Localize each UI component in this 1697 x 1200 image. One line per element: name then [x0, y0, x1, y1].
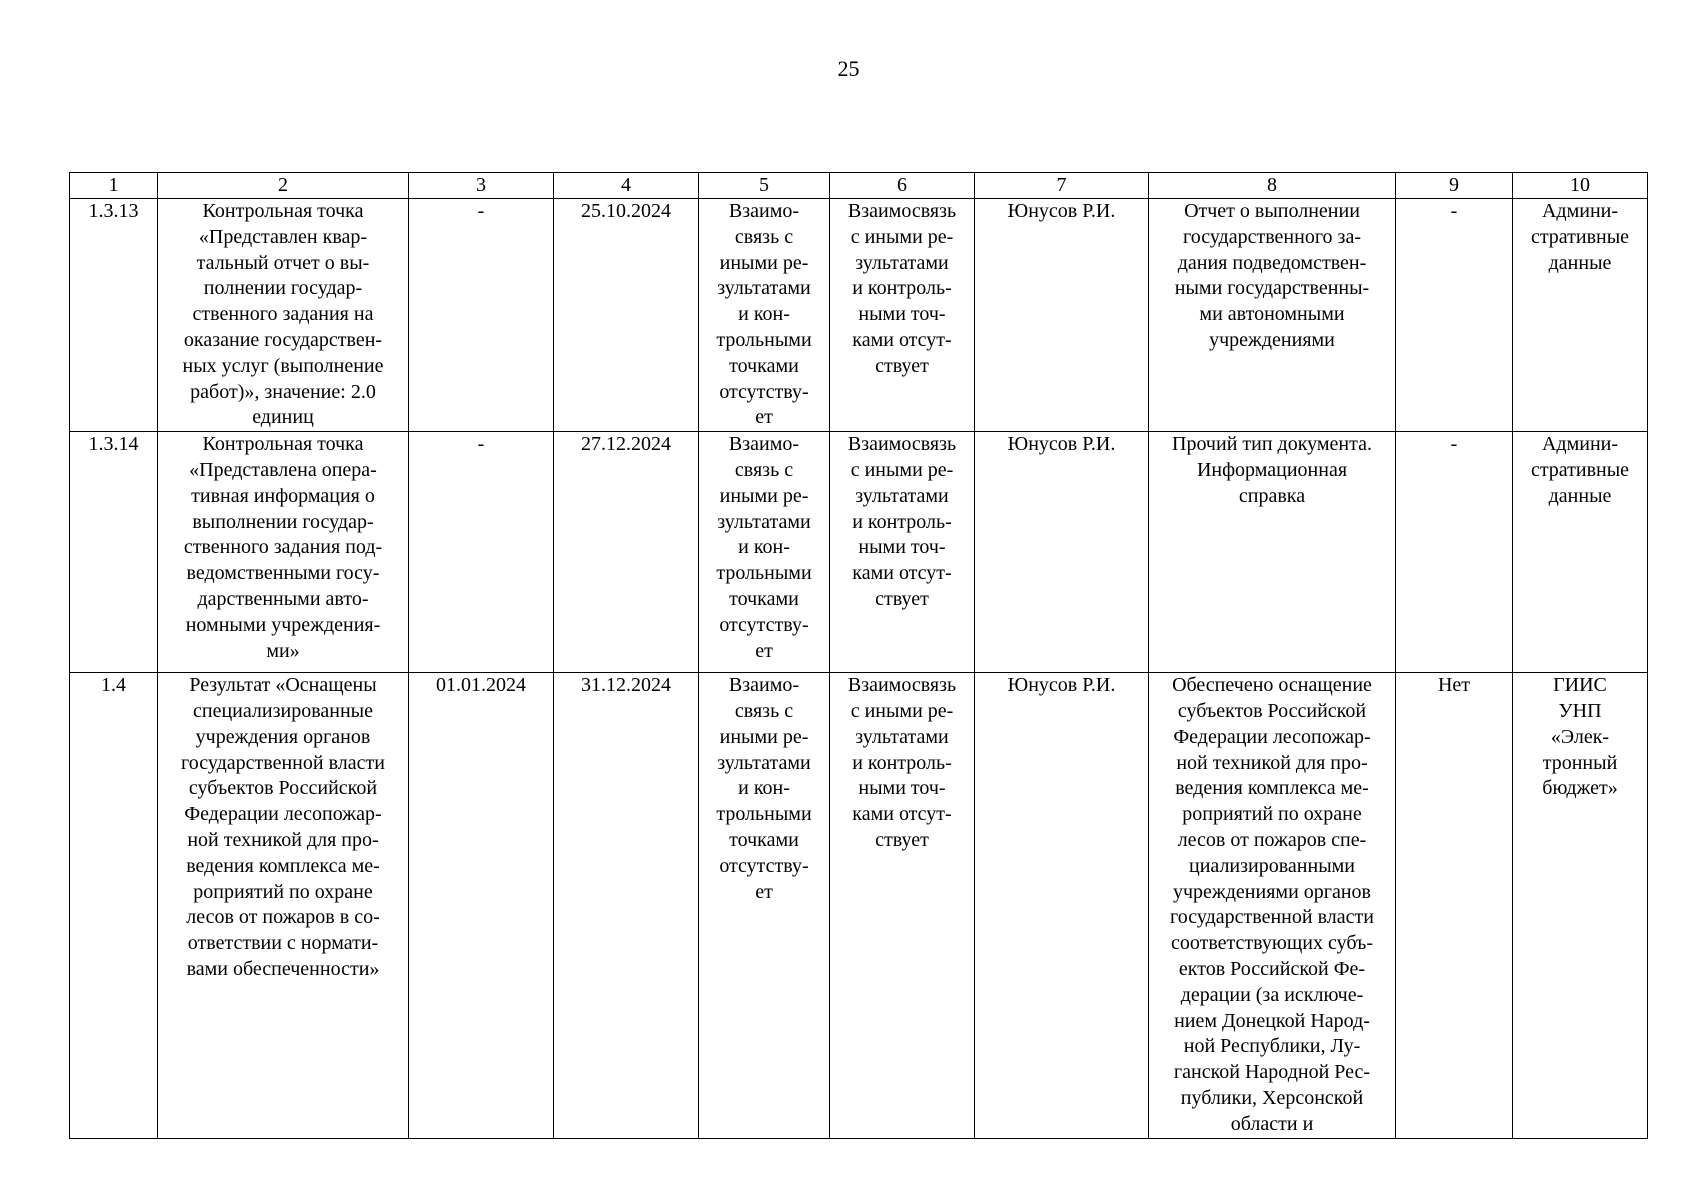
cell-text-line: Информационная [1196, 458, 1348, 481]
cell-text-line: Взаимосвязь [847, 200, 957, 222]
cell-text-line: субъектов Российской [188, 777, 378, 800]
cell-text-line: ет [755, 406, 773, 429]
column-header: 7 [975, 173, 1149, 199]
result-name-cell [158, 199, 409, 432]
cell-text-line: вами обеспеченности» [186, 957, 380, 980]
result-name-cell [158, 673, 409, 1138]
cell-text-line: ведения комплекса ме- [1175, 777, 1369, 800]
cell-text-line: номными учреждения- [185, 613, 381, 636]
cell-text-line: субъектов Российской [1177, 699, 1367, 722]
cell-text-line: учреждениями органов [1173, 880, 1371, 903]
source-cell [1513, 199, 1648, 432]
end-date-cell: 27.12.2024 [554, 432, 699, 673]
cell-text-line: иными ре- [719, 251, 809, 274]
cell-text-line: ми» [266, 639, 300, 662]
cell-text-line: ными точ- [858, 536, 946, 559]
start-date-cell: 01.01.2024 [409, 673, 554, 1138]
responsible-cell: Юнусов Р.И. [975, 673, 1149, 1138]
cell-text-line: зультатами [717, 751, 811, 774]
cell-text-line: и кон- [738, 303, 790, 326]
cell-text-line: ет [755, 880, 773, 903]
cell-text-line: ными точ- [858, 777, 946, 800]
cell-text-line: ками отсут- [852, 803, 952, 826]
cell-text-line: Взаимо- [728, 200, 800, 222]
cell-text-line: ствует [875, 587, 929, 610]
cell-text-line: и контроль- [852, 277, 952, 300]
source-cell [1513, 432, 1648, 673]
cell-text-line: специализированные [193, 699, 373, 722]
cell-text-line: полнении государ- [203, 277, 363, 300]
cell-text-line: зультатами [717, 510, 811, 533]
column-header: 3 [409, 173, 554, 199]
cell-text-line: роприятий по охране [1182, 803, 1362, 826]
cell-text-line: Федерации лесопожар- [184, 803, 382, 826]
row-number-cell: 1.3.13 [70, 199, 158, 432]
cell-text-line: учреждениями [1209, 328, 1335, 351]
cell-text-line: ной техникой для про- [187, 828, 379, 851]
cell-text-line: ной Республики, Лу- [1183, 1035, 1361, 1058]
document-cell [1149, 199, 1396, 432]
cell-text-line: стративные [1530, 225, 1630, 248]
document-cell [1149, 432, 1396, 673]
cell-text-line: ведения комплекса ме- [186, 854, 380, 877]
relation-control-points-cell [830, 432, 975, 673]
end-date-cell: 25.10.2024 [554, 199, 699, 432]
source-cell [1513, 673, 1648, 1138]
cell-text-line: Федерации лесопожар- [1173, 725, 1371, 748]
cell-text-line: ведомственными госу- [186, 562, 380, 585]
cell-text-line: бюджет» [1542, 777, 1618, 800]
row-number-cell: 1.4 [70, 673, 158, 1138]
header-row [70, 173, 1648, 199]
cell-text-line: Контрольная точка [202, 200, 364, 222]
table-row [70, 673, 1648, 1138]
column-header: 9 [1396, 173, 1513, 199]
cell-text-line: роприятий по охране [193, 880, 373, 903]
cell-text-line: и кон- [738, 536, 790, 559]
cell-text-line: Обеспечено оснащение [1172, 674, 1372, 697]
cell-text-line: оказание государствен- [183, 328, 383, 351]
cell-text-line: связь с [734, 225, 794, 248]
cell-text-line: дания подведомствен- [1177, 251, 1367, 274]
cell-text-line: отсутству- [719, 613, 809, 636]
cell-text-line: государственного за- [1183, 225, 1361, 248]
cell-text-line: «Представлен квар- [198, 225, 368, 248]
column-header: 4 [554, 173, 699, 199]
cell-text-line: трольными [716, 562, 812, 585]
cell-text-line: Прочий тип документа. [1172, 433, 1372, 456]
cell-text-line: ной техникой для про- [1176, 751, 1368, 774]
cell-text-line: точками [729, 354, 799, 377]
end-date-cell: 31.12.2024 [554, 673, 699, 1138]
cell-text-line: ками отсут- [852, 562, 952, 585]
cell-text-line: ответствии с нормати- [187, 932, 379, 955]
cell-text-line: отсутству- [719, 380, 809, 403]
cell-text-line: дарственными авто- [197, 587, 369, 610]
flag-cell: - [1396, 432, 1513, 673]
cell-text-line: ГИИС [1553, 674, 1607, 697]
cell-text-line: ственного задания под- [183, 536, 383, 559]
cell-text-line: единиц [252, 406, 314, 429]
cell-text-line: циализированными [1188, 854, 1355, 877]
cell-text-line: ганской Народной Рес- [1173, 1061, 1371, 1084]
cell-text-line: справка [1238, 484, 1306, 507]
flag-cell: Нет [1396, 673, 1513, 1138]
cell-text-line: государственной власти [1170, 906, 1374, 929]
result-name-cell [158, 432, 409, 673]
cell-text-line: зультатами [717, 277, 811, 300]
cell-text-line: ектов Российской Фе- [1178, 957, 1366, 980]
cell-text-line: «Элек- [1550, 725, 1610, 748]
cell-text-line: Отчет о выполнении [1184, 200, 1360, 222]
cell-text-line: ными точ- [858, 303, 946, 326]
column-header: 6 [830, 173, 975, 199]
cell-text-line: иными ре- [719, 484, 809, 507]
plan-table [69, 172, 1648, 1139]
cell-text-line: трольными [716, 328, 812, 351]
cell-text-line: ствует [875, 354, 929, 377]
cell-text-line: публики, Херсонской [1180, 1086, 1364, 1109]
cell-text-line: Результат «Оснащены [189, 674, 377, 697]
cell-text-line: зультатами [855, 251, 949, 274]
cell-text-line: и контроль- [852, 510, 952, 533]
relation-control-points-cell [830, 199, 975, 432]
cell-text-line: дерации (за исключе- [1180, 983, 1364, 1006]
cell-text-line: точками [729, 587, 799, 610]
page-number: 25 [837, 56, 860, 81]
cell-text-line: тронный [1542, 751, 1618, 774]
start-date-cell: - [409, 432, 554, 673]
cell-text-line: ными государственны- [1174, 277, 1370, 300]
cell-text-line: Взаимосвязь [847, 433, 957, 456]
cell-text-line: зультатами [855, 484, 949, 507]
column-header: 1 [70, 173, 158, 199]
responsible-cell: Юнусов Р.И. [975, 199, 1149, 432]
cell-text-line: и кон- [738, 777, 790, 800]
cell-text-line: стративные [1530, 458, 1630, 481]
cell-text-line: зультатами [855, 725, 949, 748]
cell-text-line: Админи- [1541, 433, 1619, 456]
relation-cell [699, 673, 830, 1138]
cell-text-line: связь с [734, 699, 794, 722]
cell-text-line: области и [1230, 1112, 1314, 1135]
cell-text-line: Взаимо- [728, 433, 800, 456]
cell-text-line: с иными ре- [850, 699, 954, 722]
cell-text-line: ствует [875, 828, 929, 851]
table-row [70, 432, 1648, 673]
column-header: 10 [1513, 173, 1648, 199]
cell-text-line: работ)», значение: 2.0 [190, 380, 376, 403]
cell-text-line: связь с [734, 458, 794, 481]
cell-text-line: отсутству- [719, 854, 809, 877]
cell-text-line: «Представлена опера- [189, 458, 377, 481]
cell-text-line: соответствующих субъ- [1171, 932, 1373, 955]
cell-text-line: ми автономными [1199, 303, 1345, 326]
cell-text-line: Взаимосвязь [847, 674, 957, 697]
cell-text-line: выполнении государ- [192, 510, 374, 533]
cell-text-line: нием Донецкой Народ- [1174, 1009, 1370, 1032]
cell-text-line: данные [1548, 251, 1612, 274]
document-cell [1149, 673, 1396, 1138]
cell-text-line: лесов от пожаров в со- [186, 906, 380, 929]
responsible-cell: Юнусов Р.И. [975, 432, 1149, 673]
cell-text-line: ственного задания на [192, 303, 374, 326]
flag-cell: - [1396, 199, 1513, 432]
cell-text-line: ет [755, 639, 773, 662]
column-header: 5 [699, 173, 830, 199]
column-header: 8 [1149, 173, 1396, 199]
cell-text-line: государственной власти [181, 751, 385, 774]
cell-text-line: Взаимо- [728, 674, 800, 697]
row-number-cell: 1.3.14 [70, 432, 158, 673]
table-body [70, 199, 1648, 1139]
cell-text-line: ками отсут- [852, 328, 952, 351]
cell-text-line: УНП [1558, 699, 1602, 722]
table-row [70, 199, 1648, 432]
cell-text-line: Контрольная точка [202, 433, 364, 456]
cell-text-line: с иными ре- [850, 225, 954, 248]
cell-text-line: ных услуг (выполнение [182, 354, 384, 377]
cell-text-line: и контроль- [852, 751, 952, 774]
cell-text-line: данные [1548, 484, 1612, 507]
cell-text-line: трольными [716, 803, 812, 826]
relation-cell [699, 432, 830, 673]
column-header: 2 [158, 173, 409, 199]
cell-text-line: тальный отчет о вы- [196, 251, 370, 274]
cell-text-line: с иными ре- [850, 458, 954, 481]
cell-text-line: иными ре- [719, 725, 809, 748]
relation-cell [699, 199, 830, 432]
cell-text-line: лесов от пожаров спе- [1177, 828, 1367, 851]
start-date-cell: - [409, 199, 554, 432]
relation-control-points-cell [830, 673, 975, 1138]
cell-text-line: Админи- [1541, 200, 1619, 222]
cell-text-line: точками [729, 828, 799, 851]
cell-text-line: тивная информация о [191, 484, 375, 507]
cell-text-line: учреждения органов [195, 725, 371, 748]
